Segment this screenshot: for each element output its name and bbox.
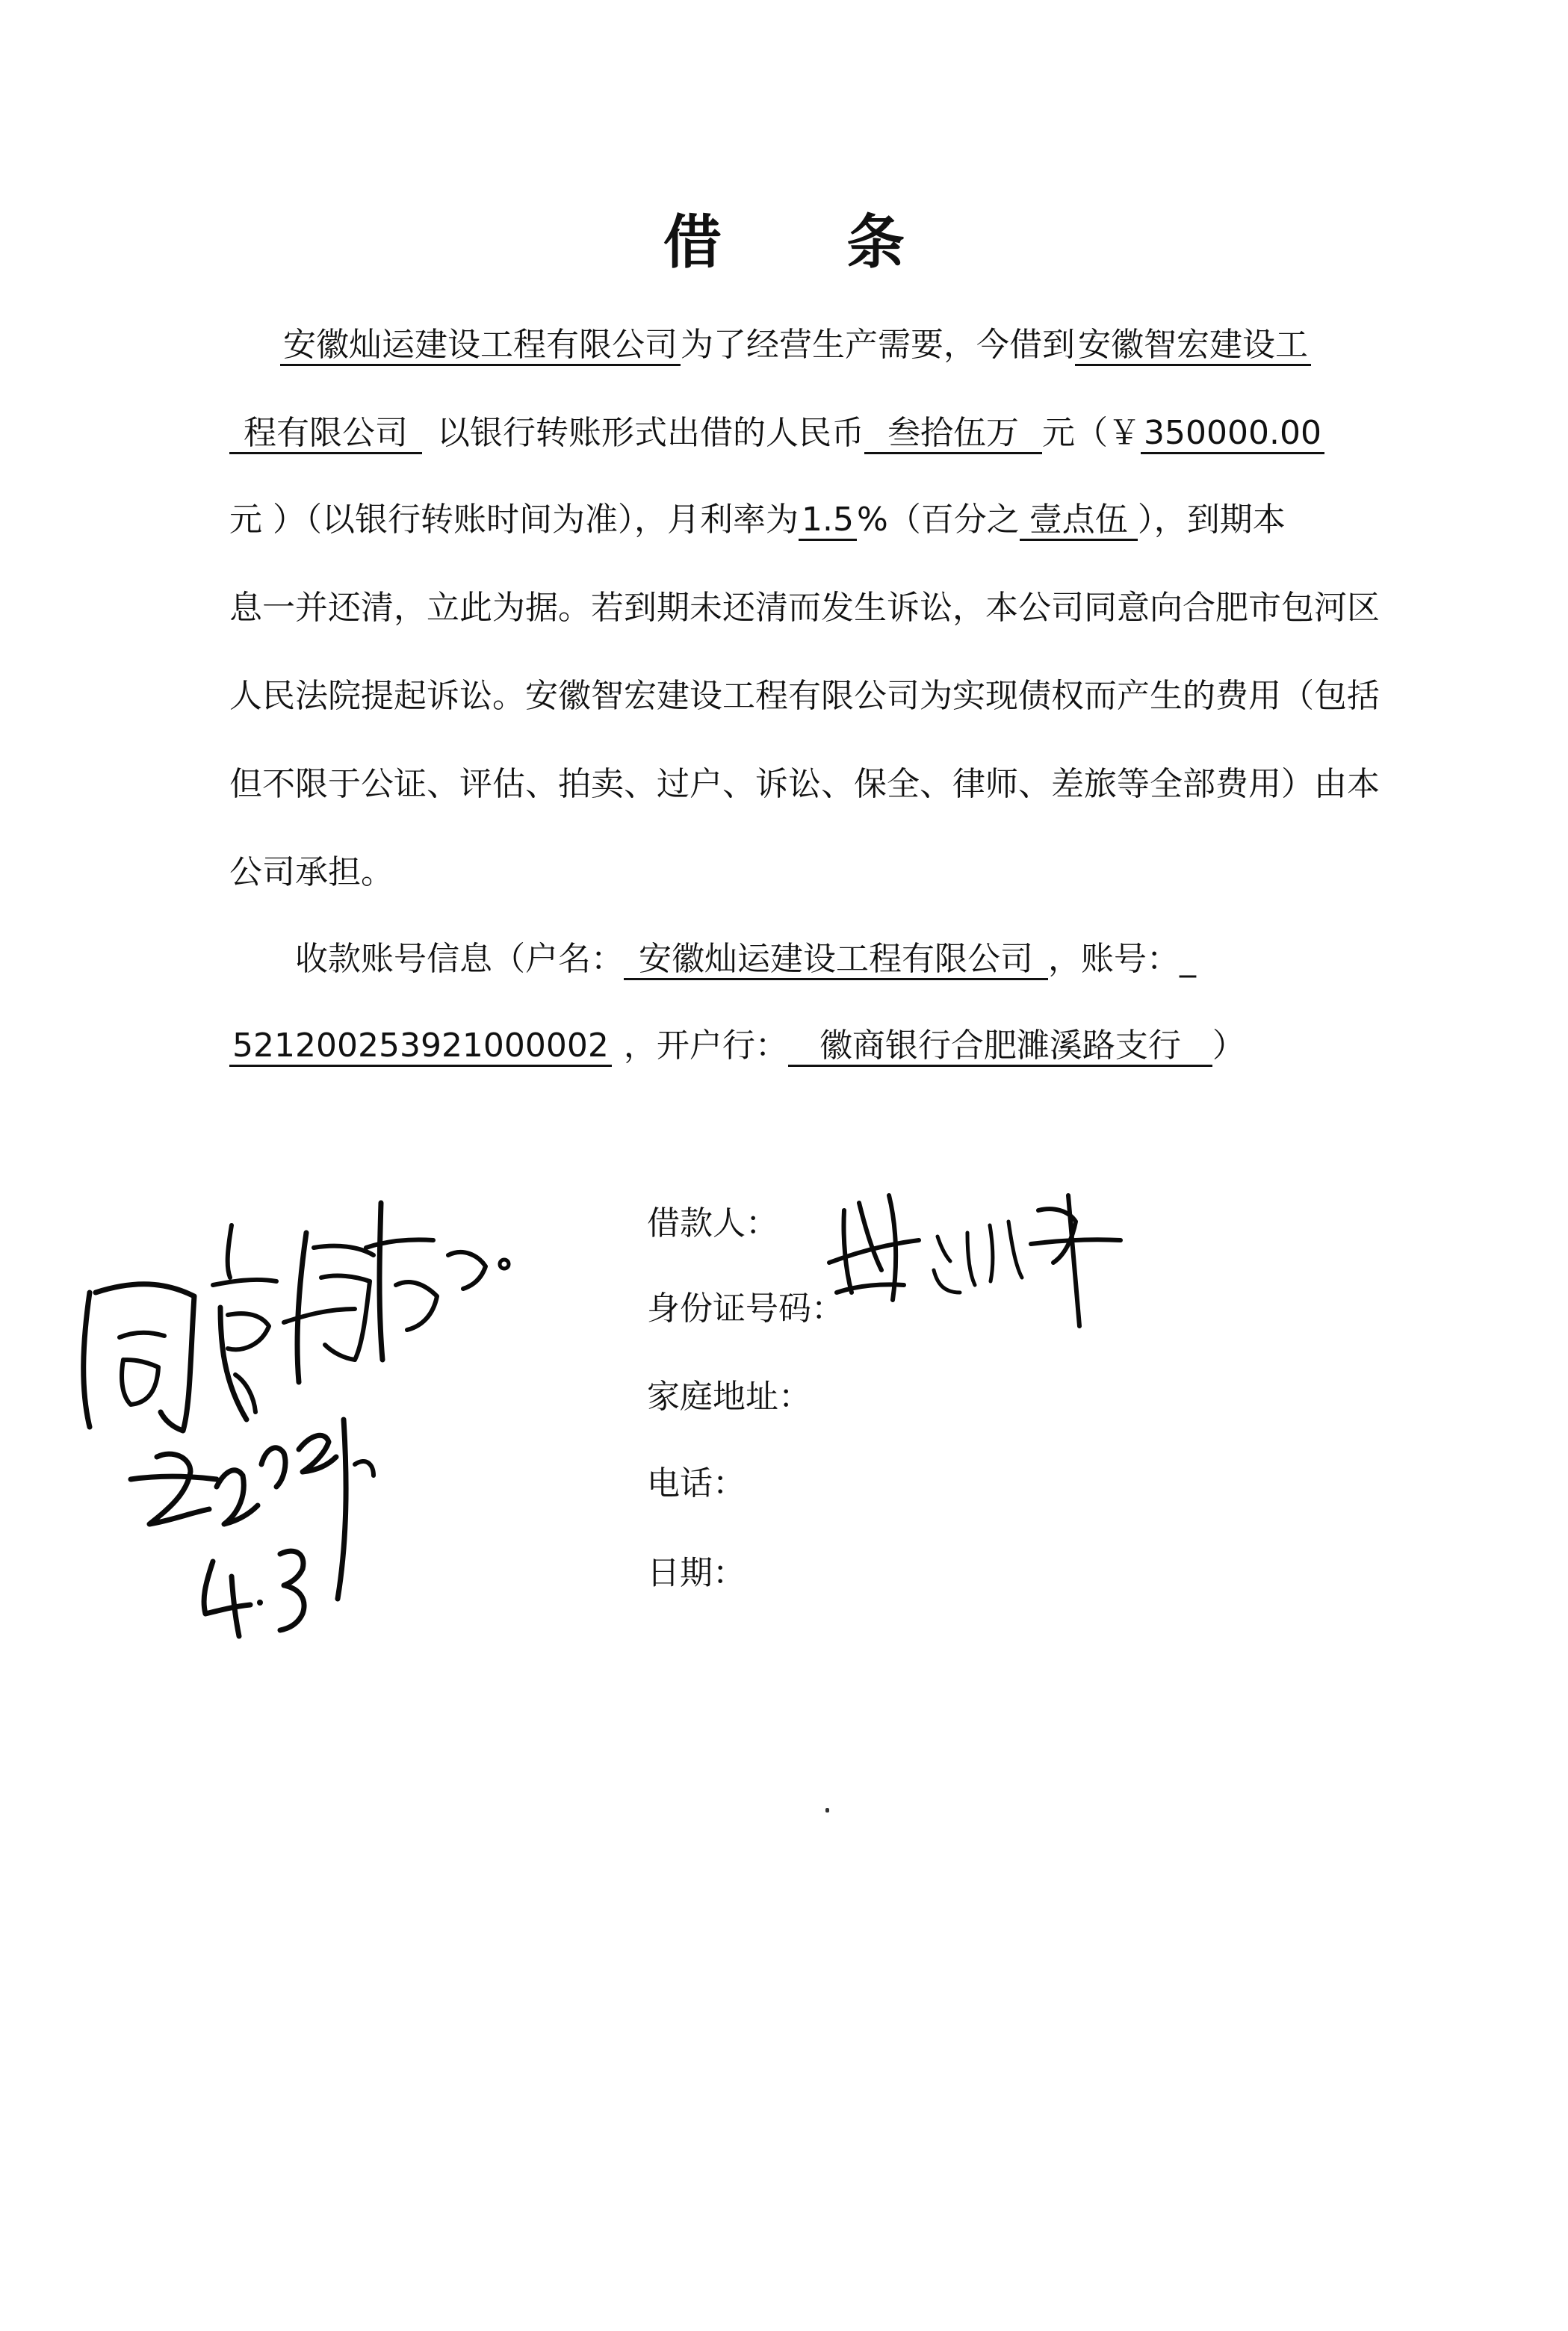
para1-line6: 但不限于公证、评估、拍卖、过户、诉讼、保全、律师、差旅等全部费用）由本 — [229, 765, 1380, 803]
amount-upper: 叁拾伍万 — [864, 415, 1042, 454]
para1-line1 — [280, 323, 1386, 368]
para2-text-b: ，开户行： — [623, 1027, 788, 1065]
para1-text-e: %（百分之 — [857, 501, 1020, 539]
rate-upper: 壹点伍 — [1020, 501, 1138, 541]
address-label: 家庭地址： — [647, 1378, 811, 1416]
para1-line4: 息一并还清，立此为据。若到期未还清而发生诉讼，本公司同意向合肥市包河区 — [229, 589, 1380, 627]
approval-strokes — [84, 1203, 509, 1636]
stray-mark — [825, 1808, 829, 1813]
para1-line5: 人民法院提起诉讼。安徽智宏建设工程有限公司为实现债权而产生的费用（包括 — [229, 677, 1380, 715]
phone-label: 电话： — [647, 1464, 746, 1502]
approval-handwriting — [60, 1136, 538, 1644]
document-title: 借 条 — [663, 209, 958, 276]
para1-line3 — [229, 498, 1335, 542]
amount-number: 350000.00 — [1141, 415, 1324, 454]
account-name: 安徽灿运建设工程有限公司 — [624, 941, 1048, 980]
para1-text-d: 元 ）（以银行转账时间为准），月利率为 — [229, 501, 799, 539]
lender-name-part1: 安徽智宏建设工 — [1075, 326, 1311, 366]
para2-text-c: ） — [1212, 1027, 1245, 1065]
borrower-name: 安徽灿运建设工程有限公司 — [280, 326, 681, 366]
para2-line2 — [229, 1024, 1335, 1068]
account-number: 521200253921000002 — [229, 1027, 612, 1067]
para1-line7: 公司承担。 — [229, 853, 394, 891]
para2-text-a: ，账号：_ — [1048, 940, 1196, 978]
borrower-signature-strokes — [829, 1195, 1121, 1326]
para1-text-f: ），到期本 — [1137, 501, 1286, 539]
para1-text-b: 以银行转账形式出借的人民币 — [437, 414, 864, 452]
lender-name-part2: 程有限公司 — [229, 415, 422, 454]
id-number-label: 身份证号码： — [647, 1290, 844, 1328]
monthly-rate: 1.5 — [799, 501, 857, 541]
para1-text-c: 元（￥ — [1042, 414, 1141, 452]
bank-name: 徽商银行合肥濉溪路支行 — [788, 1027, 1212, 1067]
date-label: 日期： — [647, 1554, 746, 1592]
borrower-signature — [814, 1180, 1143, 1337]
para1-line2 — [229, 411, 1335, 456]
para2-line1 — [295, 937, 1401, 982]
para1-text-a: 为了经营生产需要，今借到 — [681, 326, 1075, 364]
borrower-label: 借款人： — [647, 1204, 778, 1242]
account-info-label: 收款账号信息（户名： — [295, 940, 624, 978]
